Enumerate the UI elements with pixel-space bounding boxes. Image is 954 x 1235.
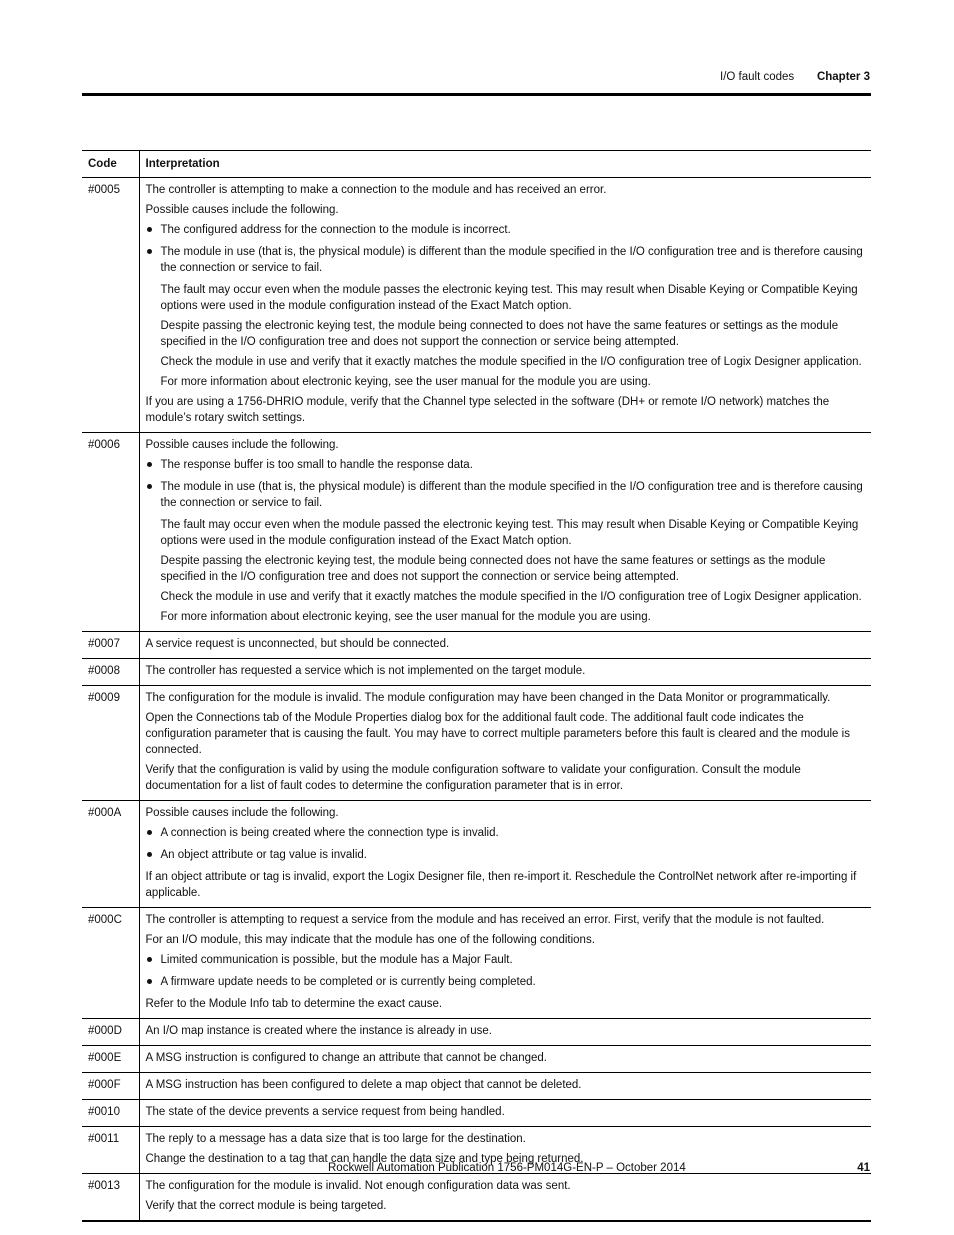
paragraph: The controller has requested a service which is not implemented on the target module. [145, 665, 586, 677]
bullet-item: A connection is being created where the connection type is invalid. [146, 825, 866, 841]
indented-paragraph: For more information about electronic keying, see the user manual for the module you are using. [160, 376, 651, 388]
fault-code-cell: #0009 [82, 686, 139, 801]
fault-code-cell: #0010 [82, 1100, 139, 1127]
bullet-item: An object attribute or tag value is invalid. [146, 847, 866, 863]
interpretation-cell [139, 659, 871, 686]
paragraph: Change the destination to a tag that can handle the data size and type being returned. [145, 1153, 584, 1165]
bullet-item: The configured address for the connection to the module is incorrect. [146, 222, 866, 238]
bullet-item: The module in use (that is, the physical module) is different than the module specified in the I/O configuration tree and is therefore causing the connection or service to fail. [146, 479, 866, 511]
paragraph: If you are using a 1756-DHRIO module, verify that the Channel type selected in the software (DH+ or remote I/O network) matches the module’s rotary switch settings. [145, 396, 830, 424]
table-row [82, 908, 871, 1019]
table-row [82, 659, 871, 686]
fault-code-cell: #0011 [82, 1127, 139, 1174]
bullet-item: Limited communication is possible, but the module has a Major Fault. [146, 952, 866, 968]
interpretation-cell [139, 433, 871, 632]
bullet-item: The module in use (that is, the physical module) is different than the module specified in the I/O configuration tree and is therefore causing the connection or service to fail. [146, 244, 866, 276]
interpretation-cell [139, 178, 871, 433]
paragraph: The configuration for the module is invalid. The module configuration may have been changed in the Data Monitor or programmatically. [145, 692, 831, 704]
table-row [82, 1100, 871, 1127]
interpretation-cell [139, 1073, 871, 1100]
fault-code-cell: #0006 [82, 433, 139, 632]
indented-paragraph: For more information about electronic keying, see the user manual for the module you are using. [160, 611, 651, 623]
paragraph: A service request is unconnected, but should be connected. [145, 638, 450, 650]
paragraph: Verify that the configuration is valid by using the module configuration software to validate your configuration. Consult the module documentation for a list of fault codes to determine the configuration parameter that is in error. [145, 764, 801, 792]
indented-paragraph: Check the module in use and verify that it exactly matches the module specified in the I/O configuration tree of Logix Designer application. [160, 356, 862, 368]
bullet-item: The response buffer is too small to handle the response data. [146, 457, 866, 473]
column-header-code: Code [82, 151, 139, 178]
table-body [82, 178, 871, 1221]
indented-paragraph: Check the module in use and verify that it exactly matches the module specified in the I/O configuration tree of Logix Designer application. [160, 591, 862, 603]
table-row [82, 1073, 871, 1100]
table-row [82, 632, 871, 659]
interpretation-cell [139, 1019, 871, 1046]
paragraph: The reply to a message has a data size that is too large for the destination. [145, 1133, 526, 1145]
paragraph: The controller is attempting to request a service from the module and has received an error. First, verify that the module is not faulted. [145, 914, 825, 926]
interpretation-cell [139, 1174, 871, 1221]
fault-code-cell: #000C [82, 908, 139, 1019]
indented-paragraph: The fault may occur even when the module passed the electronic keying test. This may result when Disable Keying or Compatible Keying options were used in the module configuration instead of the Exact Match option. [160, 519, 859, 547]
fault-code-cell: #000D [82, 1019, 139, 1046]
table-row [82, 178, 871, 433]
paragraph: Possible causes include the following. [145, 439, 339, 451]
page-number: 41 [857, 1162, 870, 1174]
fault-code-cell: #0008 [82, 659, 139, 686]
table-row [82, 686, 871, 801]
indented-paragraph: The fault may occur even when the module passes the electronic keying test. This may result when Disable Keying or Compatible Keying options were used in the module configuration instead of the Exact Match option. [160, 284, 858, 312]
interpretation-cell [139, 686, 871, 801]
paragraph: A MSG instruction is configured to change an attribute that cannot be changed. [145, 1052, 547, 1064]
paragraph: The state of the device prevents a service request from being handled. [145, 1106, 505, 1118]
footer-publication: Rockwell Automation Publication 1756-PM014G-EN-P – October 2014 [328, 1162, 686, 1174]
interpretation-cell [139, 632, 871, 659]
fault-code-cell: #000A [82, 801, 139, 908]
interpretation-cell [139, 1100, 871, 1127]
paragraph: Verify that the correct module is being targeted. [145, 1200, 387, 1212]
fault-code-cell: #0005 [82, 178, 139, 433]
bullet-item: A firmware update needs to be completed or is currently being completed. [146, 974, 866, 990]
fault-code-cell: #0013 [82, 1174, 139, 1221]
table-row [82, 1019, 871, 1046]
paragraph: The configuration for the module is invalid. Not enough configuration data was sent. [145, 1180, 571, 1192]
paragraph: Possible causes include the following. [145, 807, 339, 819]
fault-code-table [82, 150, 871, 1222]
paragraph: Possible causes include the following. [145, 204, 339, 216]
paragraph: An I/O map instance is created where the instance is already in use. [145, 1025, 492, 1037]
paragraph: Refer to the Module Info tab to determine the exact cause. [145, 998, 443, 1010]
paragraph: A MSG instruction has been configured to delete a map object that cannot be deleted. [145, 1079, 582, 1091]
header-rule [82, 93, 871, 96]
table-row [82, 433, 871, 632]
column-header-interpretation: Interpretation [145, 158, 220, 170]
table-row [82, 801, 871, 908]
header-section-title: I/O fault codes [720, 71, 795, 83]
indented-paragraph: Despite passing the electronic keying test, the module being connected to does not have the same features or settings as the module specified in the I/O configuration tree and does not support the connection or service being attempted. [160, 320, 839, 348]
interpretation-cell [139, 1046, 871, 1073]
fault-code-cell: #0007 [82, 632, 139, 659]
paragraph: If an object attribute or tag is invalid, export the Logix Designer file, then re-import it. Reschedule the ControlNet network after re-importing if applicable. [145, 871, 857, 899]
table-header-row [82, 151, 871, 178]
paragraph: For an I/O module, this may indicate that the module has one of the following conditions. [145, 934, 595, 946]
interpretation-cell [139, 908, 871, 1019]
interpretation-cell [139, 801, 871, 908]
fault-code-cell: #000E [82, 1046, 139, 1073]
paragraph: Open the Connections tab of the Module Properties dialog box for the additional fault code. The additional fault code indicates the configuration parameter that is causing the fault. You may have to correct multiple parameters before this fault is cleared and the module is connected. [145, 712, 850, 756]
table-row [82, 1174, 871, 1221]
paragraph: The controller is attempting to make a connection to the module and has received an error. [145, 184, 607, 196]
fault-code-cell: #000F [82, 1073, 139, 1100]
header-chapter-label: Chapter 3 [816, 71, 870, 83]
indented-paragraph: Despite passing the electronic keying test, the module being connected does not have the same features or settings as the module specified in the I/O configuration tree and does not support the connection or service being attempted. [160, 555, 826, 583]
table-row [82, 1046, 871, 1073]
